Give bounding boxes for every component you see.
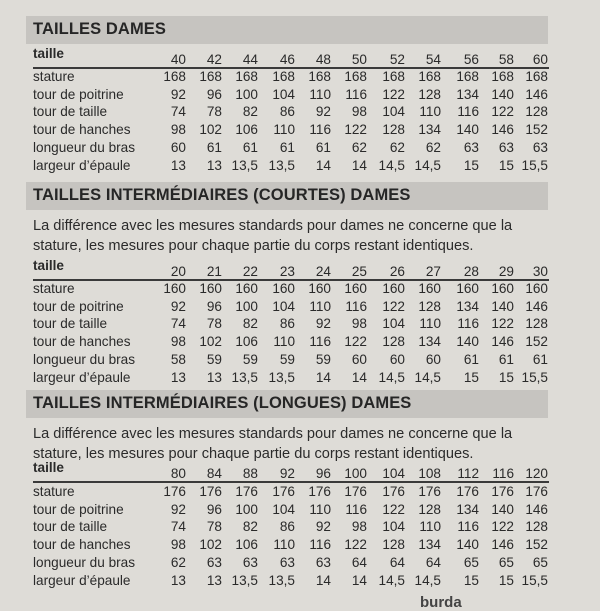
table-cell: 134: [456, 298, 479, 314]
table-cell: 14,5: [414, 369, 441, 385]
table-cell: 160: [418, 281, 441, 296]
table-cell: 160: [163, 281, 186, 296]
column-header-taille: taille: [33, 258, 64, 273]
table-cell: 86: [279, 519, 295, 535]
table-cell: 14: [351, 157, 367, 173]
table-cell: 62: [351, 139, 367, 155]
table-cell: 152: [525, 334, 548, 350]
table-cell: 96: [206, 298, 222, 314]
table-cell: 15: [498, 572, 514, 588]
table-cell: 122: [491, 316, 514, 332]
table-cell: 176: [344, 484, 367, 499]
table-cell: 122: [382, 86, 405, 102]
table-cell: 98: [351, 316, 367, 332]
table-cell: 140: [491, 86, 514, 102]
table-cell: 15,5: [521, 157, 548, 173]
table-cell: 15,5: [521, 369, 548, 385]
table-cell: 176: [491, 484, 514, 499]
table-cell: 61: [242, 139, 258, 155]
table-cell: 86: [279, 104, 295, 120]
size-header: 88: [242, 466, 258, 481]
table-cell: 146: [525, 298, 548, 314]
table-cell: 13: [170, 572, 186, 588]
size-header: 40: [170, 52, 186, 67]
table-cell: 15: [498, 369, 514, 385]
table-cell: 13,5: [231, 572, 258, 588]
table-cell: 168: [199, 69, 222, 84]
size-header: 25: [351, 264, 367, 279]
size-header: 29: [498, 264, 514, 279]
table-cell: 78: [206, 104, 222, 120]
table-cell: 122: [382, 298, 405, 314]
table-cell: 104: [272, 501, 295, 517]
column-header-taille: taille: [33, 460, 64, 475]
row-label: tour de poitrine: [33, 298, 124, 314]
table-cell: 104: [382, 519, 405, 535]
row-label: tour de poitrine: [33, 86, 124, 102]
section-title: TAILLES INTERMÉDIAIRES (LONGUES) DAMES: [33, 394, 412, 412]
row-label: stature: [33, 281, 75, 296]
table-cell: 13,5: [231, 369, 258, 385]
table-cell: 13,5: [268, 369, 295, 385]
table-cell: 146: [525, 86, 548, 102]
table-cell: 106: [235, 122, 258, 138]
table-cell: 62: [425, 139, 441, 155]
table-cell: 61: [315, 139, 331, 155]
table-cell: 110: [419, 316, 441, 332]
size-header: 108: [418, 466, 441, 481]
table-cell: 168: [272, 69, 295, 84]
table-cell: 14: [315, 157, 331, 173]
table-cell: 61: [206, 139, 222, 155]
table-cell: 128: [525, 519, 548, 535]
table-cell: 59: [315, 351, 331, 367]
table-cell: 14,5: [414, 572, 441, 588]
row-label: largeur d’épaule: [33, 369, 131, 385]
table-cell: 116: [345, 86, 367, 102]
size-header: 56: [463, 52, 479, 67]
table-cell: 58: [170, 351, 186, 367]
table-cell: 13: [206, 572, 222, 588]
table-cell: 160: [199, 281, 222, 296]
table-cell: 146: [491, 537, 514, 553]
table-cell: 176: [163, 484, 186, 499]
table-cell: 15: [463, 369, 479, 385]
size-header: 21: [206, 264, 222, 279]
table-cell: 59: [242, 351, 258, 367]
table-cell: 110: [419, 519, 441, 535]
row-label: tour de hanches: [33, 122, 131, 138]
table-cell: 102: [199, 122, 222, 138]
table-cell: 152: [525, 122, 548, 138]
table-cell: 160: [344, 281, 367, 296]
table-cell: 122: [382, 501, 405, 517]
footer-brand: burda: [420, 594, 462, 611]
section-intro-line: La différence avec les mesures standards pour dames ne concerne que la: [33, 426, 513, 442]
size-header: 48: [315, 52, 331, 67]
section-title: TAILLES DAMES: [33, 20, 166, 38]
table-cell: 63: [532, 139, 548, 155]
table-cell: 100: [235, 86, 258, 102]
table-cell: 96: [206, 501, 222, 517]
table-cell: 160: [456, 281, 479, 296]
table-cell: 128: [382, 122, 405, 138]
table-cell: 134: [418, 122, 441, 138]
table-cell: 100: [235, 501, 258, 517]
table-cell: 61: [463, 351, 479, 367]
table-cell: 82: [242, 104, 258, 120]
table-cell: 168: [418, 69, 441, 84]
table-cell: 168: [491, 69, 514, 84]
table-cell: 140: [456, 537, 479, 553]
table-cell: 14: [315, 572, 331, 588]
section-intro-line: La différence avec les mesures standards pour dames ne concerne que la: [33, 218, 513, 234]
table-cell: 92: [170, 501, 186, 517]
table-cell: 74: [170, 519, 186, 535]
table-cell: 152: [525, 537, 548, 553]
table-cell: 92: [315, 104, 331, 120]
table-cell: 63: [279, 554, 295, 570]
table-cell: 104: [382, 104, 405, 120]
table-cell: 168: [382, 69, 405, 84]
table-cell: 98: [170, 334, 186, 350]
table-cell: 134: [456, 86, 479, 102]
table-cell: 13,5: [268, 572, 295, 588]
table-cell: 65: [532, 554, 548, 570]
table-cell: 110: [419, 104, 441, 120]
table-cell: 13: [170, 369, 186, 385]
table-cell: 122: [344, 334, 367, 350]
table-cell: 116: [309, 537, 331, 553]
table-cell: 122: [491, 519, 514, 535]
section-intro-line: stature, les mesures pour chaque partie du corps restant identiques.: [33, 446, 474, 462]
size-header: 112: [457, 466, 479, 481]
size-header: 50: [351, 52, 367, 67]
size-header: 46: [279, 52, 295, 67]
table-cell: 134: [418, 537, 441, 553]
size-header: 20: [170, 264, 186, 279]
table-header-rule: [33, 481, 549, 483]
table-cell: 168: [235, 69, 258, 84]
table-cell: 14,5: [378, 369, 405, 385]
table-cell: 63: [315, 554, 331, 570]
table-cell: 14,5: [414, 157, 441, 173]
table-cell: 146: [491, 122, 514, 138]
table-cell: 176: [235, 484, 258, 499]
table-cell: 134: [456, 501, 479, 517]
table-cell: 78: [206, 519, 222, 535]
table-cell: 134: [418, 334, 441, 350]
table-cell: 59: [279, 351, 295, 367]
table-cell: 63: [463, 139, 479, 155]
table-cell: 116: [345, 501, 367, 517]
table-cell: 128: [418, 501, 441, 517]
table-cell: 92: [170, 86, 186, 102]
size-header: 58: [498, 52, 514, 67]
table-cell: 128: [418, 86, 441, 102]
table-cell: 104: [272, 298, 295, 314]
table-cell: 98: [351, 104, 367, 120]
table-cell: 168: [344, 69, 367, 84]
table-cell: 122: [344, 122, 367, 138]
table-cell: 98: [351, 519, 367, 535]
table-cell: 128: [382, 334, 405, 350]
table-cell: 110: [309, 298, 331, 314]
table-cell: 176: [456, 484, 479, 499]
table-cell: 92: [170, 298, 186, 314]
table-cell: 92: [315, 519, 331, 535]
table-cell: 63: [242, 554, 258, 570]
table-cell: 59: [206, 351, 222, 367]
row-label: longueur du bras: [33, 554, 136, 570]
table-cell: 98: [170, 537, 186, 553]
row-label: tour de taille: [33, 519, 108, 535]
table-cell: 98: [170, 122, 186, 138]
size-header: 26: [389, 264, 405, 279]
table-cell: 60: [351, 351, 367, 367]
table-cell: 116: [309, 334, 331, 350]
row-label: largeur d’épaule: [33, 157, 131, 173]
size-header: 44: [242, 52, 258, 67]
table-cell: 122: [344, 537, 367, 553]
table-cell: 15: [498, 157, 514, 173]
table-cell: 15: [463, 157, 479, 173]
table-cell: 140: [456, 122, 479, 138]
table-cell: 110: [273, 537, 295, 553]
table-cell: 160: [308, 281, 331, 296]
column-header-taille: taille: [33, 46, 64, 61]
table-cell: 176: [199, 484, 222, 499]
size-header: 96: [315, 466, 331, 481]
table-cell: 146: [525, 501, 548, 517]
table-cell: 100: [235, 298, 258, 314]
table-cell: 60: [389, 351, 405, 367]
row-label: tour de hanches: [33, 537, 131, 553]
row-label: longueur du bras: [33, 351, 136, 367]
row-label: tour de poitrine: [33, 501, 124, 517]
table-cell: 61: [279, 139, 295, 155]
table-cell: 140: [491, 501, 514, 517]
size-header: 22: [242, 264, 258, 279]
table-cell: 96: [206, 86, 222, 102]
table-cell: 116: [345, 298, 367, 314]
table-cell: 104: [272, 86, 295, 102]
table-cell: 160: [235, 281, 258, 296]
table-cell: 128: [418, 298, 441, 314]
table-cell: 168: [308, 69, 331, 84]
table-cell: 82: [242, 316, 258, 332]
table-cell: 102: [199, 537, 222, 553]
table-cell: 14: [315, 369, 331, 385]
table-cell: 102: [199, 334, 222, 350]
table-cell: 122: [491, 104, 514, 120]
table-cell: 110: [309, 86, 331, 102]
table-cell: 168: [163, 69, 186, 84]
size-header: 30: [532, 264, 548, 279]
table-cell: 63: [498, 139, 514, 155]
size-header: 42: [206, 52, 222, 67]
table-cell: 60: [425, 351, 441, 367]
size-header: 92: [279, 466, 295, 481]
table-cell: 63: [206, 554, 222, 570]
table-cell: 104: [382, 316, 405, 332]
table-cell: 176: [308, 484, 331, 499]
size-header: 60: [532, 52, 548, 67]
table-cell: 176: [272, 484, 295, 499]
row-label: longueur du bras: [33, 139, 136, 155]
table-cell: 116: [309, 122, 331, 138]
size-header: 84: [206, 466, 222, 481]
table-cell: 110: [273, 122, 295, 138]
table-cell: 160: [491, 281, 514, 296]
table-cell: 13: [206, 157, 222, 173]
table-cell: 86: [279, 316, 295, 332]
table-cell: 13,5: [268, 157, 295, 173]
size-header: 116: [492, 466, 514, 481]
table-cell: 13: [206, 369, 222, 385]
table-cell: 168: [456, 69, 479, 84]
table-cell: 74: [170, 104, 186, 120]
table-cell: 160: [525, 281, 548, 296]
table-cell: 176: [525, 484, 548, 499]
row-label: stature: [33, 484, 75, 499]
table-cell: 116: [457, 519, 479, 535]
table-cell: 106: [235, 334, 258, 350]
table-cell: 65: [498, 554, 514, 570]
table-cell: 146: [491, 334, 514, 350]
table-cell: 176: [418, 484, 441, 499]
table-cell: 110: [309, 501, 331, 517]
table-cell: 15: [463, 572, 479, 588]
row-label: stature: [33, 69, 75, 84]
table-cell: 15,5: [521, 572, 548, 588]
table-cell: 116: [457, 316, 479, 332]
table-cell: 128: [382, 537, 405, 553]
table-cell: 160: [382, 281, 405, 296]
table-cell: 13,5: [231, 157, 258, 173]
table-cell: 128: [525, 316, 548, 332]
row-label: tour de taille: [33, 316, 108, 332]
table-cell: 78: [206, 316, 222, 332]
size-header: 54: [425, 52, 441, 67]
table-cell: 14,5: [378, 157, 405, 173]
table-cell: 64: [351, 554, 367, 570]
table-cell: 14,5: [378, 572, 405, 588]
table-cell: 140: [456, 334, 479, 350]
row-label: largeur d’épaule: [33, 572, 131, 588]
size-header: 23: [279, 264, 295, 279]
table-cell: 92: [315, 316, 331, 332]
size-header: 104: [382, 466, 405, 481]
table-cell: 14: [351, 369, 367, 385]
size-header: 24: [315, 264, 331, 279]
table-cell: 140: [491, 298, 514, 314]
row-label: tour de taille: [33, 104, 108, 120]
table-cell: 176: [382, 484, 405, 499]
size-header: 80: [170, 466, 186, 481]
table-cell: 14: [351, 572, 367, 588]
table-cell: 60: [170, 139, 186, 155]
table-cell: 168: [525, 69, 548, 84]
table-cell: 61: [532, 351, 548, 367]
table-cell: 61: [498, 351, 514, 367]
table-cell: 160: [272, 281, 295, 296]
table-cell: 64: [425, 554, 441, 570]
row-label: tour de hanches: [33, 334, 131, 350]
size-header: 120: [525, 466, 548, 481]
table-cell: 128: [525, 104, 548, 120]
section-title: TAILLES INTERMÉDIAIRES (COURTES) DAMES: [33, 186, 411, 204]
table-cell: 110: [273, 334, 295, 350]
table-cell: 106: [235, 537, 258, 553]
table-cell: 62: [170, 554, 186, 570]
table-cell: 62: [389, 139, 405, 155]
size-header: 100: [344, 466, 367, 481]
table-cell: 82: [242, 519, 258, 535]
size-header: 52: [389, 52, 405, 67]
size-header: 28: [463, 264, 479, 279]
section-intro-line: stature, les mesures pour chaque partie du corps restant identiques.: [33, 238, 474, 254]
table-cell: 13: [170, 157, 186, 173]
table-cell: 64: [389, 554, 405, 570]
table-cell: 116: [457, 104, 479, 120]
table-cell: 65: [463, 554, 479, 570]
size-header: 27: [425, 264, 441, 279]
table-cell: 74: [170, 316, 186, 332]
